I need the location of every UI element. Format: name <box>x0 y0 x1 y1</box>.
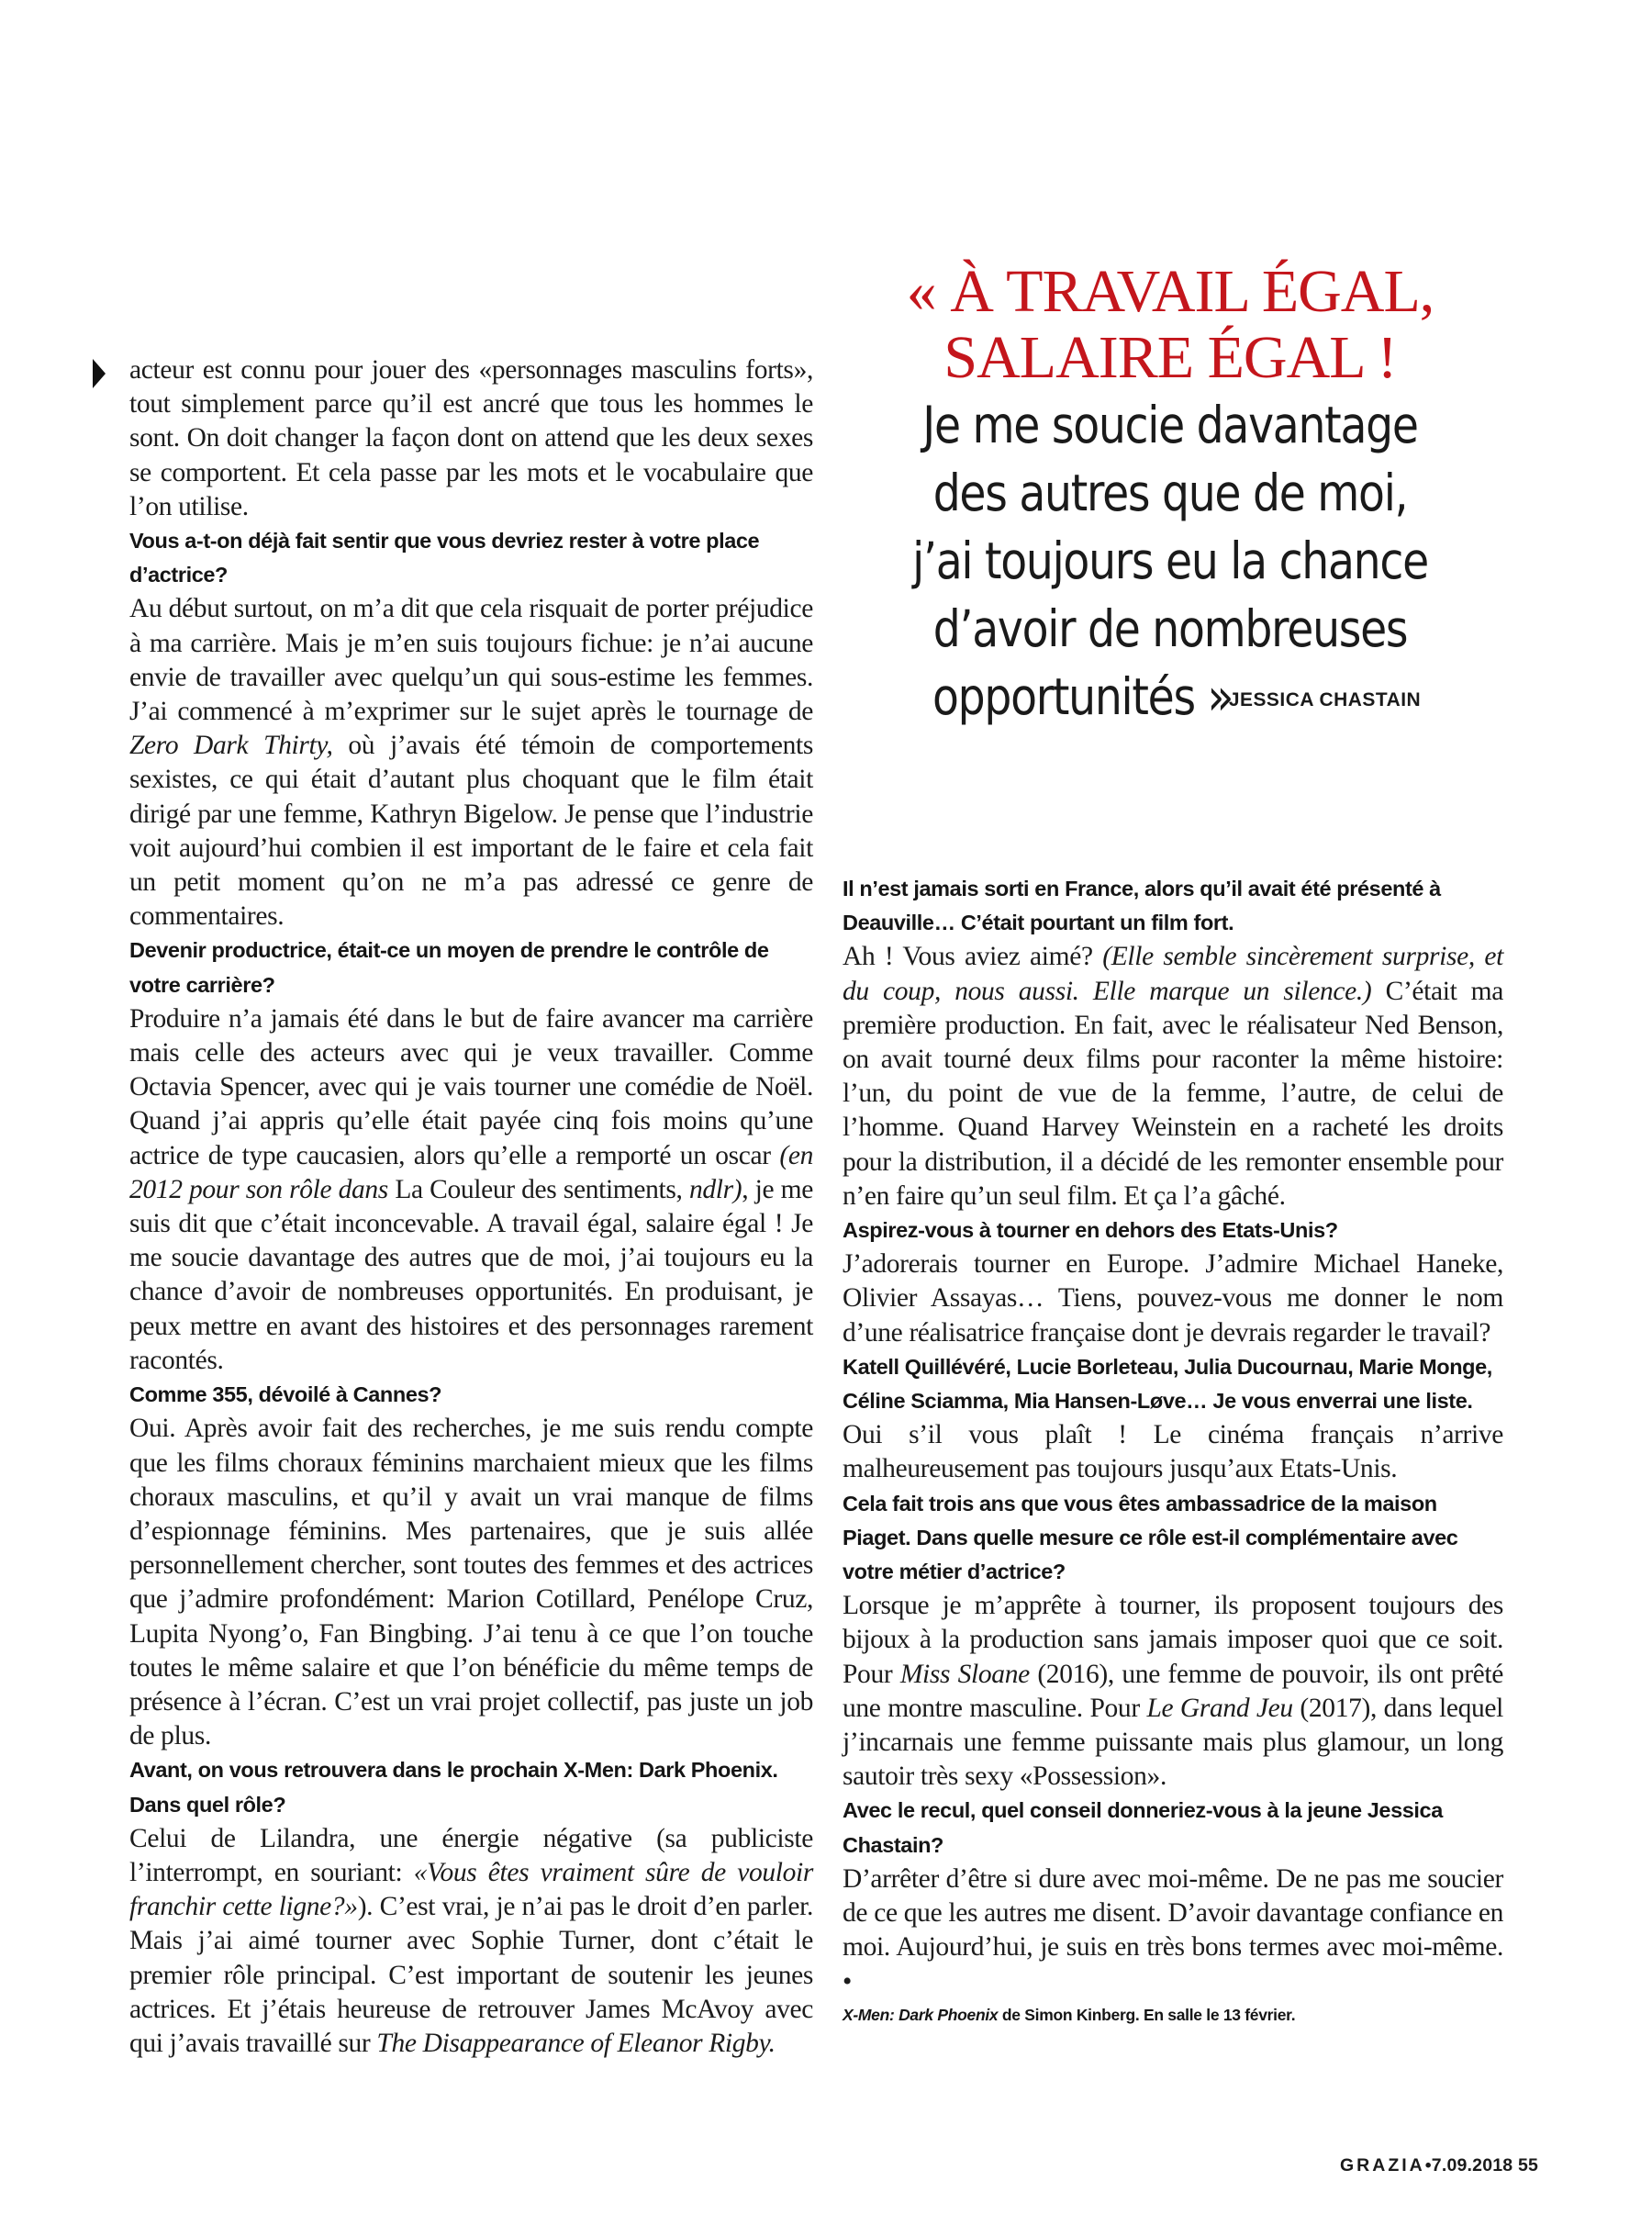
answer-paragraph: acteur est connu pour jouer des «personnages masculins forts», tout simplement parce qu’il est ancré que tous les hommes le sont. On doit changer la façon dont on attend que les deux sexes se comportent. Et cela passe par les mots et le vocabulaire que l’on utilise. <box>129 355 813 521</box>
answer-paragraph: Lorsque je m’apprête à tourner, ils proposent toujours des bijoux à la production sans jamais imposer quoi que ce soit. Pour Miss Sloane (2016), une femme de pouvoir, ils ont prêté une montre masculine. Pour Le Grand Jeu (2017), dans lequel j’incarnais une femme puissante mais plus glamour, un long sautoir très sexy «Possession». <box>843 1591 1504 1792</box>
interview-question: Vous a-t-on déjà fait sentir que vous devriez rester à votre place d’actrice? <box>129 529 760 587</box>
interview-question: Avant, on vous retrouvera dans le prochain X-Men: Dark Phoenix. Dans quel rôle? <box>129 1758 778 1817</box>
answer-paragraph: Au début surtout, on m’a dit que cela risquait de porter préjudice à ma carrière. Mais je m’en suis toujours fichue: je n’ai aucune envie de travailler avec quelqu’un qui sous-estime les femmes. J’ai commencé à m’exprimer sur le sujet après le tournage de Zero Dark Thirty, où j’avais été témoin de comportements sexistes, ce qui était d’autant plus choquant que le film était dirigé par une femme, Kathryn Bigelow. Je pense que l’industrie voit aujourd’hui combien il est important de le faire et cela fait un petit moment qu’on ne m’a pas adressé ce genre de commentaires. <box>129 594 813 932</box>
answer-paragraph: D’arrêter d’être si dure avec moi-même. De ne pas me soucier de ce que les autres me disent. D’avoir davantage confiance en moi. Aujourd’hui, je suis en très bons termes avec moi-même. • <box>843 1863 1503 1997</box>
interview-question: Comme 355, dévoilé à Cannes? <box>129 1382 442 1407</box>
pull-quote-author: JESSICA CHASTAIN <box>1229 688 1422 710</box>
answer-paragraph: Ah ! Vous aviez aimé? (Elle semble sincèrement surprise, et du coup, nous aussi. Elle marque un silence.) C’était ma première production. En fait, avec le réalisateur Ned Benson, on avait tourné deux films pour raconter la même histoire: l’un, du point de vue de la femme, l’autre, de celui de l’homme. Quand Harvey Weinstein en a racheté les droits pour la distribution, il a décidé de les remonter ensemble pour n’en faire qu’un seul film. Et ça l’a gâché. <box>843 942 1504 1211</box>
interview-question: Cela fait trois ans que vous êtes ambassadrice de la maison Piaget. Dans quelle mesure ce rôle est-il complémentaire avec votre métier d’actrice? <box>843 1491 1458 1584</box>
pull-quote-headline: « À TRAVAIL ÉGAL, SALAIRE ÉGAL ! <box>906 258 1434 391</box>
answer-paragraph: J’adorerais tourner en Europe. J’admire Michael Haneke, Olivier Assayas… Tiens, pouvez-vous me donner le nom d’une réalisatrice française dont je devrais regarder le travail? <box>843 1249 1503 1348</box>
answer-paragraph: Produire n’a jamais été dans le but de faire avancer ma carrière mais celle des acteurs avec qui je veux travailler. Comme Octavia Spencer, avec qui je vais tourner une comédie de Noël. Quand j’ai appris qu’elle était payée cinq fois moins qu’une actrice de type caucasien, alors qu’elle a remporté un oscar (en 2012 pour son rôle dans La Couleur des sentiments, ndlr), je me suis dit que c’était inconcevable. A travail égal, salaire égal ! Je me soucie davantage des autres que de moi, j’ai toujours eu la chance d’avoir de nombreuses opportunités. En produisant, je peux mettre en avant des histoires et des personnages rarement racontés. <box>129 1003 813 1375</box>
article-column-right <box>843 872 1503 2042</box>
interview-question: Aspirez-vous à tourner en dehors des Etats-Unis? <box>843 1218 1338 1243</box>
footer-separator: • <box>1424 2155 1432 2175</box>
interview-question: Avec le recul, quel conseil donneriez-vous à la jeune Jessica Chastain? <box>843 1798 1443 1857</box>
film-credit: X-Men: Dark Phoenix de Simon Kinberg. En salle le 13 février. <box>843 2005 1296 2024</box>
magazine-brand: GRAZIA <box>1340 2155 1425 2175</box>
page-number: 55 <box>1517 2155 1539 2175</box>
interview-question: Katell Quillévéré, Lucie Borleteau, Julia Ducournau, Marie Monge, Céline Sciamma, Mia Hansen-Løve… Je vous enverrai une liste. <box>843 1354 1492 1414</box>
issue-date: 7.09.2018 <box>1431 2155 1513 2175</box>
answer-paragraph: Oui. Après avoir fait des recherches, je me suis rendu compte que les films choraux féminins marchaient mieux que les films choraux masculins, et qu’il y avait un vrai manque de films d’espionnage féminins. Mes partenaires, que je suis allée personnellement chercher, sont toutes des femmes et des actrices que j’admire profondément: Marion Cotillard, Penélope Cruz, Lupita Nyong’o, Fan Bingbing. J’ai tenu à ce que l’on touche toutes le même salaire et que l’on bénéficie du même temps de présence à l’écran. C’est un vrai projet collectif, pas juste un job de plus. <box>129 1414 813 1751</box>
answer-paragraph: Oui s’il vous plaît ! Le cinéma français n’arrive malheureusement pas toujours jusqu’aux Etats-Unis. <box>843 1420 1503 1484</box>
pull-quote-body: Je me soucie davantage des autres que de moi, j’ai toujours eu la chance d’avoir de nombreuses opportunités »JESSICA CHASTAIN <box>878 391 1462 734</box>
interview-question: Devenir productrice, était-ce un moyen de prendre le contrôle de votre carrière? <box>129 938 769 997</box>
page-footer <box>1340 2155 1538 2176</box>
pull-quote <box>831 259 1510 734</box>
interview-question: Il n’est jamais sorti en France, alors qu’il avait été présenté à Deauville… C’était pourtant un film fort. <box>843 877 1441 935</box>
article-column-left <box>129 353 813 2061</box>
answer-paragraph: Celui de Lilandra, une énergie négative (sa publiciste l’interrompt, en souriant: «Vous êtes vraiment sûre de vouloir franchir cette ligne?»). C’est vrai, je n’ai pas le droit d’en parler. Mais j’ai aimé tourner avec Sophie Turner, dont c’était le premier rôle principal. C’est important de soutenir les jeunes actrices. Et j’étais heureuse de retrouver James McAvoy avec qui j’avais travaillé sur The Disappearance of Eleanor Rigby. <box>129 1823 813 2058</box>
continuation-marker-icon <box>93 359 106 388</box>
